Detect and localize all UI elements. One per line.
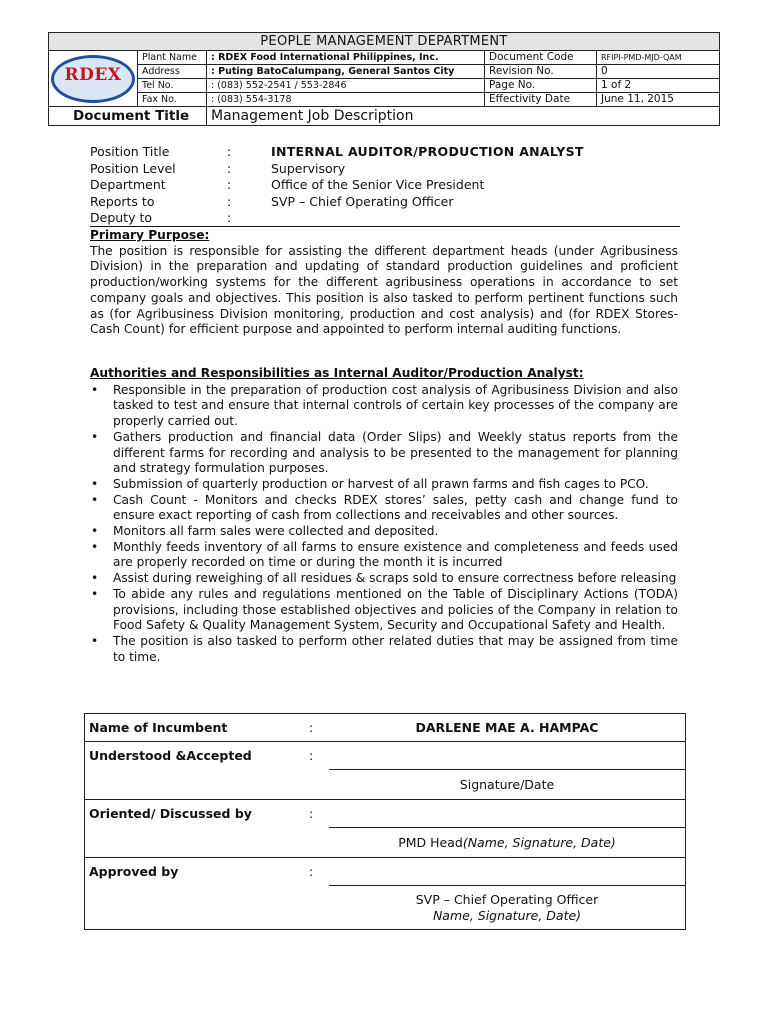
effectivity-label: Effectivity Date [485,93,597,107]
position-level-value: Supervisory [271,160,346,176]
deputy-to-row [90,210,584,227]
blank-cell [305,886,329,930]
fax-label: Fax No. [138,93,207,107]
authorities-heading: Authorities and Responsibilities as Internal Auditor/Production Analyst: [90,366,584,380]
blank-cell [85,770,306,800]
oriented-caption-fields: (Name, Signature, Date) [462,835,616,850]
page-no-label: Page No. [485,79,597,93]
authorities-section [90,366,678,665]
list-item: • Submission of quarterly production or harvest of all prawn farms and fish cages to PCO. [113,477,678,493]
colon: : [227,193,232,209]
plant-name-label: Plant Name [138,51,207,65]
responsibilities-list [90,383,678,666]
tel-value: : (083) 552-2541 / 553-2846 [207,79,485,93]
revision-value: 0 [597,65,720,79]
colon: : [227,210,232,225]
position-title-label: Position Title [90,144,170,159]
doc-code-value: RFIPI-PMD-MJD-QAM [597,51,720,65]
company-logo [49,51,138,107]
address-value: : Puting BatoCalumpang, General Santos City [207,65,485,79]
revision-label: Revision No. [485,65,597,79]
department-row [90,177,584,194]
primary-purpose-section [90,228,678,338]
colon: : [227,177,232,192]
colon: : [305,800,329,828]
approved-label: Approved by [85,858,306,886]
primary-purpose-heading: Primary Purpose: [90,228,210,242]
list-item: • Monthly feeds inventory of all farms to ensure existence and completeness and feeds used are properly recorded on time or during the month it is incurred [113,540,678,571]
blank-cell [85,828,306,858]
list-item: • To abide any rules and regulations mentioned on the Table of Disciplinary Actions (TODA) provisions, including those established objectives and policies of the Company in relation to Food Safety & Quality Management System, Security and Occupational Safety and Health. [113,587,678,634]
colon: : [227,160,232,176]
list-item: • Cash Count - Monitors and checks RDEX stores’ sales, petty cash and change fund to ensure exact reporting of cash from collections and receivables and other sources. [113,493,678,524]
list-item: • The position is also tasked to perform other related duties that may be assigned from time to time. [113,634,678,665]
plant-name-value: : RDEX Food International Philippines, Inc. [207,51,485,65]
oriented-caption [329,828,686,858]
colon: : [305,714,329,742]
blank-cell [305,770,329,800]
signature-table [84,713,686,930]
accepted-label: Understood &Accepted [85,742,306,770]
address-label: Address [138,65,207,79]
approved-caption [329,886,686,930]
approved-caption-fields: Name, Signature, Date) [432,907,582,923]
department-value: Office of the Senior Vice President [271,177,485,192]
document-title-label: Document Title [49,107,207,126]
colon: : [305,858,329,886]
oriented-caption-role: PMD Head [398,835,463,850]
reports-to-value: SVP – Chief Operating Officer [271,193,454,209]
rdex-logo-icon: RDEX [51,55,135,103]
document-header [48,32,720,126]
department-title: PEOPLE MANAGEMENT DEPARTMENT [49,33,720,51]
blank-cell [305,828,329,858]
divider [90,226,680,227]
fax-value: : (083) 554-3178 [207,93,485,107]
list-item: • Responsible in the preparation of production cost analysis of Agribusiness Division and also tasked to test and ensure that internal controls of certain key processes of the company are properly carried out. [113,383,678,430]
approved-signature-line [329,858,686,886]
doc-code-label: Document Code [485,51,597,65]
effectivity-value: June 11, 2015 [597,93,720,107]
position-level-row [90,161,584,178]
reports-to-row [90,194,584,211]
list-item: • Monitors all farm sales were collected and deposited. [113,524,678,540]
approved-caption-role: SVP – Chief Operating Officer [415,891,599,907]
oriented-signature-line [329,800,686,828]
list-item: • Assist during reweighing of all residues & scraps sold to ensure correctness before releasing [113,571,678,587]
position-title-value: INTERNAL AUDITOR/PRODUCTION ANALYST [271,144,584,159]
page-no-value: 1 of 2 [597,79,720,93]
position-title-row [90,144,584,161]
oriented-label: Oriented/ Discussed by [85,800,306,828]
document-title-value: Management Job Description [207,107,720,126]
position-level-label: Position Level [90,160,176,176]
list-item: • Gathers production and financial data (Order Slips) and Weekly status reports from the different farms for recording and analysis to be presented to the management for planning and strategy formulation purposes. [113,430,678,477]
reports-to-label: Reports to [90,193,155,209]
deputy-to-label: Deputy to [90,210,152,225]
tel-label: Tel No. [138,79,207,93]
colon: : [305,742,329,770]
accepted-signature-line [329,742,686,770]
position-info [90,144,584,227]
department-label: Department [90,177,166,192]
colon: : [227,144,232,159]
incumbent-name: DARLENE MAE A. HAMPAC [329,714,686,742]
primary-purpose-text: The position is responsible for assisting the different department heads (under Agribusiness Division) in the preparation and updating of standard production guidelines and proficient production/working systems for the different agribusiness operations in accordance to set company goals and objectives. This position is also tasked to perform pertinent functions such as (for Agribusiness Division monitoring, production and cost analysis) and (for RDEX Stores-Cash Count) for efficient purpose and appointed to perform internal auditing functions. [90,243,678,337]
incumbent-label: Name of Incumbent [85,714,306,742]
accepted-caption: Signature/Date [329,770,686,800]
blank-cell [85,886,306,930]
